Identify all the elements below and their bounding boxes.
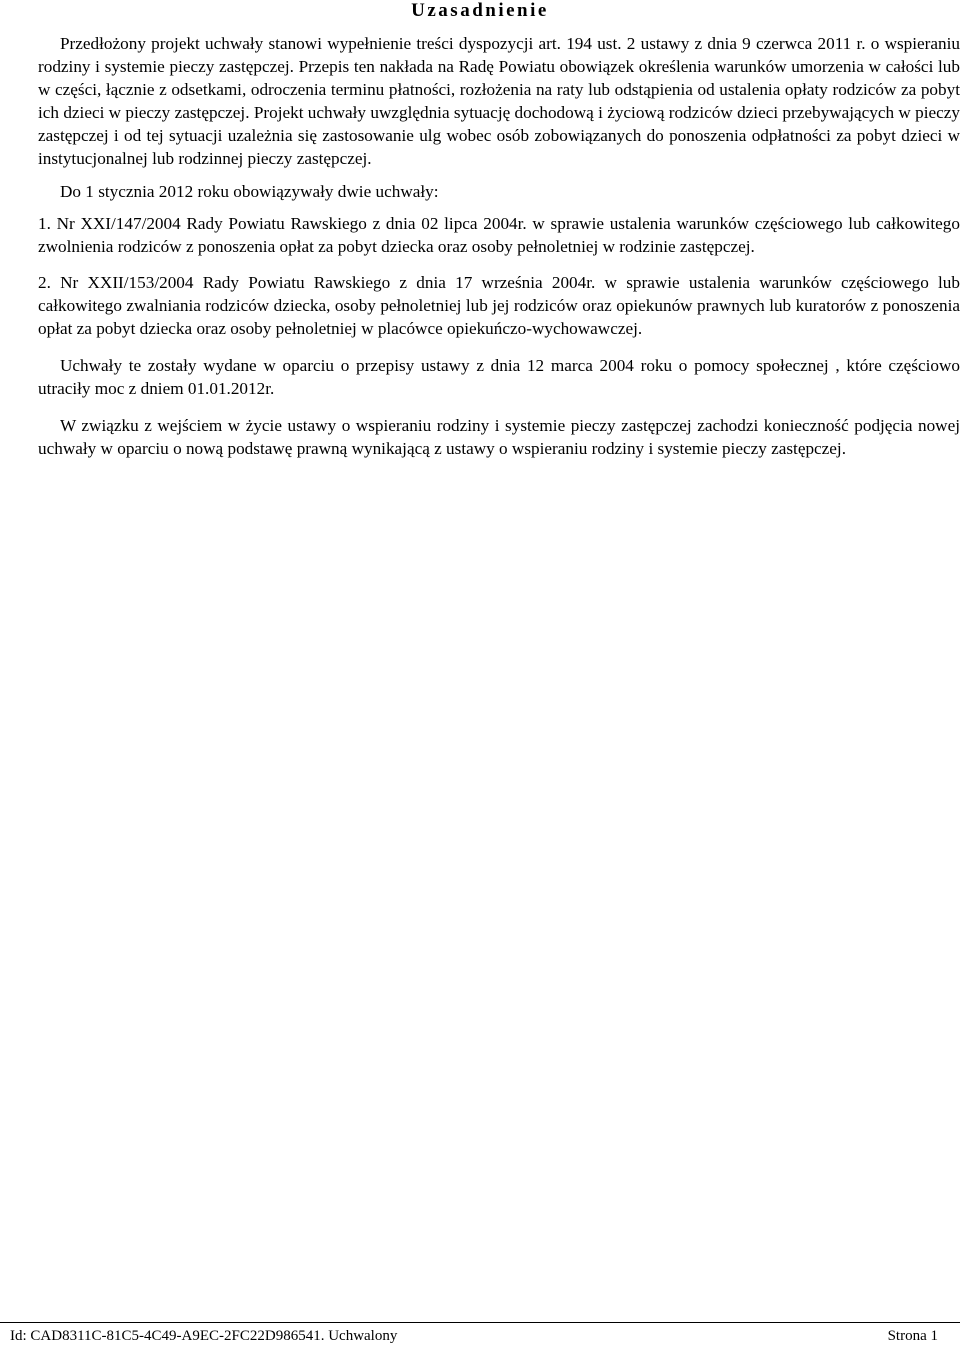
page-number: Strona 1	[887, 1328, 938, 1344]
list-item-resolution-1: 1. Nr XXI/147/2004 Rady Powiatu Rawskiego z dnia 02 lipca 2004r. w sprawie ustalenia warunków częściowego lub całkowitego zwolnienia rodziców z ponoszenia opłat za pobyt dziecka oraz osoby pełnoletniej w rodzinie zastępczej.	[38, 213, 960, 256]
paragraph-previous-resolutions-intro: Do 1 stycznia 2012 roku obowiązywały dwie uchwały:	[60, 181, 439, 201]
document-id: Id: CAD8311C-81C5-4C49-A9EC-2FC22D986541. Uchwalony	[10, 1328, 398, 1344]
page-title: Uzasadnienie	[411, 0, 549, 21]
paragraph-conclusion: W związku z wejściem w życie ustawy o wspieraniu rodziny i systemie pieczy zastępczej zachodzi konieczność podjęcia nowej uchwały w oparciu o nową podstawę prawną wynikającą z ustawy o wspieraniu rodziny i systemie pieczy zastępczej.	[38, 416, 960, 459]
list-item-resolution-2: 2. Nr XXII/153/2004 Rady Powiatu Rawskiego z dnia 17 września 2004r. w sprawie ustalenia warunków częściowego lub całkowitego zwalniania rodziców dziecka, osoby pełnoletniej lub jej rodziców oraz opiekunów prawnych lub kuratorów z ponoszenia opłat za pobyt dziecka oraz osoby pełnoletniej w placówce opiekuńczo-wychowawczej.	[38, 272, 960, 339]
paragraph-justification: Przedłożony projekt uchwały stanowi wypełnienie treści dyspozycji art. 194 ust. 2 ustawy z dnia 9 czerwca 2011 r. o wspieraniu rodziny i systemie pieczy zastępczej. Przepis ten nakłada na Radę Powiatu obowiązek określenia warunków umorzenia w całości lub w części, łącznie z odsetkami, odroczenia terminu płatności, rozłożenia na raty lub odstąpienia od ustalenia opłaty rodziców za pobyt ich dzieci w pieczy zastępczej. Projekt uchwały uwzględnia sytuację dochodową i życiową rodziców dzieci przebywających w pieczy zastępczej i od tej sytuacji uzależnia się zastosowanie ulg wobec osób zobowiązanych do ponoszenia odpłatności za pobyt dzieci w instytucjonalnej lub rodzinnej pieczy zastępczej.	[38, 34, 960, 169]
footer-divider	[0, 1322, 960, 1323]
paragraph-legal-basis: Uchwały te zostały wydane w oparciu o przepisy ustawy z dnia 12 marca 2004 roku o pomocy społecznej , które częściowo utraciły moc z dniem 01.01.2012r.	[38, 356, 960, 399]
document-body	[38, 32, 960, 461]
